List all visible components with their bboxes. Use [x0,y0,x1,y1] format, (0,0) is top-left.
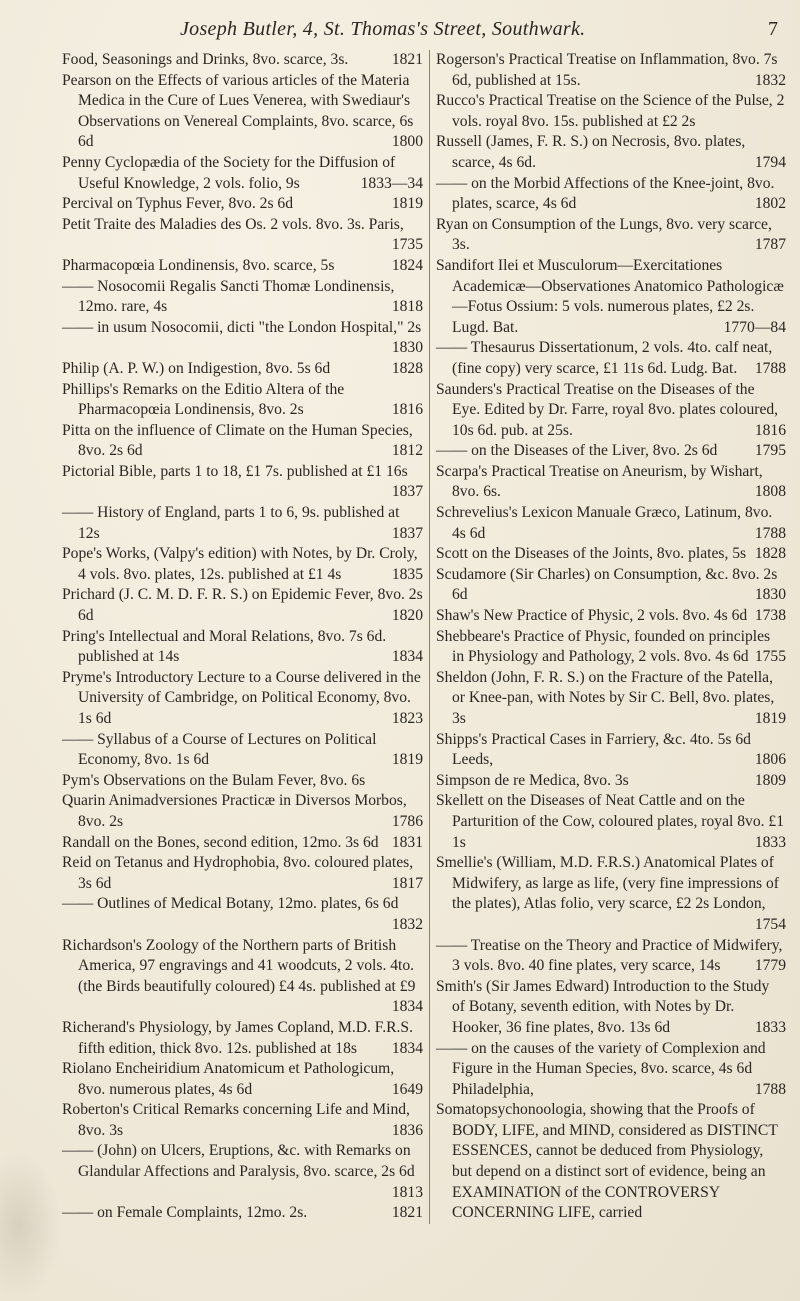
entry-date: 1824 [391,256,423,274]
entry-text: Reid on Tetanus and Hydrophobia, 8vo. coloured plates, 3s 6d [62,854,414,892]
entry-text: Ryan on Consumption of the Lungs, 8vo. very scarce, 3s. [436,215,772,254]
page-stain [0,1150,62,1301]
catalogue-entry [436,606,786,627]
entry-text: Scarpa's Practical Treatise on Aneurism, by Wishart, 8vo. 6s. [436,462,763,501]
entry-text: Pope's Works, (Valpy's edition) with Notes, by Dr. Croly, 4 vols. 8vo. plates, 12s. published at £1 4s [62,545,418,583]
catalogue-columns [62,50,786,1224]
entry-text: Percival on Typhus Fever, 8vo. 2s 6d [62,195,294,213]
entry-date: 1788 [754,524,786,542]
catalogue-entry [62,380,423,421]
entry-text: —— (John) on Ulcers, Eruptions, &c. with Remarks on Glandular Affections and Paralysis, 8vo. scarce, 2s 6d [62,1142,415,1181]
entry-text: Somatopsychonoologia, showing that the Proofs of BODY, LIFE, and MIND, considered as DISTINCT ESSENCES, cannot be deduced from Physiology, but depend on a distinct sort of evidence, being an EXAMINATION of the CONTROVERSY CONCERNING LIFE, carried [436,1101,778,1222]
entry-date: 1770—84 [723,318,786,336]
catalogue-entry [436,791,786,853]
entry-date: 1649 [391,1080,423,1098]
entry-text: —— Nosocomii Regalis Sancti Thomæ Londinensis, 12mo. rare, 4s [62,277,395,316]
entry-date: 1833 [754,833,786,851]
catalogue-entry [62,503,423,544]
entry-text: Randall on the Bones, second edition, 12mo. 3s 6d [62,833,379,851]
entry-date: 1830 [391,339,423,357]
entry-text: Pym's Observations on the Bulam Fever, 8vo. 6s [62,771,366,789]
entry-text: —— Outlines of Medical Botany, 12mo. plates, 6s 6d [62,895,399,913]
entry-text: Saunders's Practical Treatise on the Diseases of the Eye. Edited by Dr. Farre, royal 8vo. plates coloured, 10s 6d. pub. at 25s. [436,380,779,439]
catalogue-entry [436,380,786,442]
catalogue-entry [62,1059,423,1100]
entry-date: 1802 [754,195,786,213]
catalogue-entry [62,833,423,854]
catalogue-entry [62,1141,423,1203]
catalogue-entry [62,894,423,935]
catalogue-entry [436,977,786,1039]
catalogue-entry [436,91,786,132]
catalogue-entry [62,936,423,1018]
entry-date: 1794 [754,153,786,171]
entry-date: 1754 [754,915,786,933]
catalogue-entry [62,71,423,153]
entry-date: 1836 [391,1121,423,1139]
catalogue-entry [436,503,786,544]
page-number: 7 [768,18,778,40]
catalogue-entry [62,771,423,792]
right-column [430,50,786,1224]
catalogue-entry [62,791,423,832]
entry-date: 1820 [391,607,423,625]
entry-date: 1808 [754,483,786,501]
catalogue-entry [62,318,423,359]
entry-date: 1819 [391,751,423,769]
catalogue-entry [62,544,423,585]
entry-text: Pring's Intellectual and Moral Relations, 8vo. 7s 6d. published at 14s [62,627,387,666]
entry-text: —— Thesaurus Dissertationum, 2 vols. 4to. calf neat, (fine copy) very scarce, £1 11s 6d. Ludg. Bat. [436,339,773,377]
entry-date: 1787 [754,236,786,254]
entry-text: Scott on the Diseases of the Joints, 8vo. plates, 5s [436,545,747,563]
entry-date: 1755 [754,648,786,666]
entry-date: 1738 [754,607,786,625]
entry-text: Petit Traite des Maladies des Os. 2 vols. 8vo. 3s. Paris, [62,215,404,233]
entry-text: Sheldon (John, F. R. S.) on the Fracture of the Patella, or Knee-pan, with Notes by Sir C. Bell, 8vo. plates, 3s [436,668,775,727]
catalogue-entry [436,338,786,379]
catalogue-entry [436,50,786,91]
entry-text: Pitta on the influence of Climate on the Human Species, 8vo. 2s 6d [62,421,413,460]
entry-date: 1819 [391,195,423,213]
entry-date: 1821 [391,51,423,68]
entry-text: Rogerson's Practical Treatise on Inflammation, 8vo. 7s 6d, published at 15s. [436,51,778,89]
entry-date: 1779 [754,957,786,975]
catalogue-entry [436,256,786,338]
entry-text: —— History of England, parts 1 to 6, 9s. published at 12s [62,504,400,542]
entry-text: Smith's (Sir James Edward) Introduction to the Study of Botany, seventh edition, with Notes by Dr. Hooker, 36 fine plates, 8vo. 13s 6d [436,977,770,1036]
catalogue-entry [436,565,786,606]
catalogue-entry [436,132,786,173]
entry-text: Philip (A. P. W.) on Indigestion, 8vo. 5s 6d [62,359,331,377]
catalogue-entry [436,544,786,565]
entry-date: 1833 [754,1018,786,1036]
entry-text: Roberton's Critical Remarks concerning Life and Mind, 8vo. 3s [62,1101,410,1139]
running-title: Joseph Butler, 4, St. Thomas's Street, Southwark. [180,18,586,40]
entry-text: Sandifort Ilei et Musculorum—Exercitationes Academicæ—Observationes Anatomico Pathologicæ—Fotus Ossium: 5 vols. numerous plates, £2 2s. Lugd. Bat. [436,256,784,336]
entry-date: 1806 [754,751,786,769]
entry-text: —— on Female Complaints, 12mo. 2s. [62,1204,308,1222]
entry-date: 1788 [754,359,786,377]
catalogue-entry [436,730,786,771]
catalogue-entry [436,668,786,730]
entry-text: Phillips's Remarks on the Editio Altera of the Pharmacopœia Londinensis, 8vo. 2s [62,380,345,419]
entry-text: —— Treatise on the Theory and Practice of Midwifery, 3 vols. 8vo. 40 fine plates, very scarce, 14s [436,936,783,975]
catalogue-entry [436,215,786,256]
entry-date: 1831 [391,833,423,851]
entry-text: Pryme's Introductory Lecture to a Course delivered in the University of Cambridge, on Political Economy, 8vo. 1s 6d [62,668,421,727]
running-head [62,18,786,48]
catalogue-entry [436,853,786,935]
entry-text: Shipps's Practical Cases in Farriery, &c. 4to. 5s 6d Leeds, [436,730,751,769]
catalogue-entry [62,730,423,771]
entry-text: Russell (James, F. R. S.) on Necrosis, 8vo. plates, scarce, 4s 6d. [436,133,746,171]
entry-text: Richerand's Physiology, by James Copland, M.D. F.R.S. fifth edition, thick 8vo. 12s. published at 18s [62,1018,413,1057]
entry-text: Pictorial Bible, parts 1 to 18, £1 7s. published at £1 16s [62,462,408,480]
entry-text: —— on the causes of the variety of Complexion and Figure in the Human Species, 8vo. scarce, 4s 6d Philadelphia, [436,1039,766,1098]
entry-date: 1834 [391,998,423,1016]
entry-text: Pharmacopœia Londinensis, 8vo. scarce, 5s [62,256,335,274]
entry-text: Pearson on the Effects of various articles of the Materia Medica in the Cure of Lues Venerea, with Swediaur's Observations on Venereal Complaints, 8vo. scarce, 6s 6d [62,71,414,151]
catalogue-entry [62,1018,423,1059]
entry-date: 1816 [391,401,423,419]
entry-date: 1735 [391,236,423,254]
entry-date: 1813 [391,1183,423,1201]
entry-date: 1819 [754,710,786,727]
entry-text: Food, Seasonings and Drinks, 8vo. scarce, 3s. [62,51,349,68]
entry-date: 1837 [391,524,423,542]
catalogue-entry [62,421,423,462]
catalogue-entry [62,1100,423,1141]
catalogue-entry [62,359,423,380]
catalogue-entry [62,194,423,215]
entry-text: Richardson's Zoology of the Northern parts of British America, 97 engravings and 41 woodcuts, 2 vols. 4to. (the Birds beautifully coloured) £4 4s. published at £9 [62,936,416,995]
entry-text: Scudamore (Sir Charles) on Consumption, &c. 8vo. 2s 6d [436,565,778,604]
entry-date: 1821 [391,1204,423,1222]
entry-date: 1812 [391,442,423,460]
entry-text: Prichard (J. C. M. D. F. R. S.) on Epidemic Fever, 8vo. 2s 6d [62,586,423,625]
entry-date: 1818 [391,298,423,316]
catalogue-entry [436,462,786,503]
catalogue-entry [436,174,786,215]
catalogue-entry [62,153,423,194]
entry-text: Quarin Animadversiones Practicæ in Diversos Morbos, 8vo. 2s [62,792,407,830]
entry-text: Riolano Encheiridium Anatomicum et Pathologicum, 8vo. numerous plates, 4s 6d [62,1060,395,1098]
entry-text: Rucco's Practical Treatise on the Science of the Pulse, 2 vols. royal 8vo. 15s. published at £2 2s [436,92,785,130]
entry-text: Penny Cyclopædia of the Society for the Diffusion of Useful Knowledge, 2 vols. folio, 9s [62,153,396,192]
catalogue-entry [62,215,423,256]
catalogue-entry [62,50,423,71]
entry-date: 1817 [391,874,423,892]
entry-date: 1816 [754,421,786,439]
catalogue-entry [436,627,786,668]
entry-text: —— on the Diseases of the Liver, 8vo. 2s 6d [436,442,718,460]
entry-date: 1837 [391,483,423,501]
entry-text: Schrevelius's Lexicon Manuale Græco, Latinum, 8vo. 4s 6d [436,504,773,542]
catalogue-entry [62,256,423,277]
entry-date: 1795 [754,442,786,460]
catalogue-entry [62,853,423,894]
entry-date: 1834 [391,648,423,666]
entry-date: 1823 [391,710,423,727]
catalogue-entry [62,462,423,503]
entry-date: 1833—34 [360,174,423,192]
catalogue-entry [62,585,423,626]
entry-date: 1800 [391,133,423,151]
catalogue-entry [62,668,423,730]
catalogue-entry [436,771,786,792]
catalogue-entry [436,936,786,977]
catalogue-entry [62,1203,423,1224]
entry-text: Shebbeare's Practice of Physic, founded on principles in Physiology and Pathology, 2 vols. 8vo. 4s 6d [436,627,771,666]
entry-date: 1828 [754,545,786,563]
entry-date: 1809 [754,771,786,789]
entry-text: Shaw's New Practice of Physic, 2 vols. 8vo. 4s 6d [436,607,748,625]
catalogue-entry [62,277,423,318]
catalogue-entry [436,441,786,462]
entry-date: 1832 [391,915,423,933]
catalogue-entry [62,627,423,668]
entry-date: 1788 [754,1080,786,1098]
entry-date: 1786 [391,812,423,830]
entry-text: Skellett on the Diseases of Neat Cattle and on the Parturition of the Cow, coloured plates, royal 8vo. £1 1s [436,792,785,851]
entry-date: 1828 [391,359,423,377]
entry-text: —— in usum Nosocomii, dicti "the London Hospital," 2s [62,318,422,336]
entry-text: Simpson de re Medica, 8vo. 3s [436,771,629,789]
entry-date: 1834 [391,1039,423,1057]
left-column [62,50,430,1224]
entry-date: 1830 [754,586,786,604]
catalogue-entry [436,1100,786,1224]
entry-date: 1832 [754,71,786,89]
entry-date: 1835 [391,565,423,583]
entry-text: Smellie's (William, M.D. F.R.S.) Anatomical Plates of Midwifery, as large as life, (very fine impressions of the plates), Atlas folio, very scarce, £2 2s London, [436,854,779,913]
entry-text: —— Syllabus of a Course of Lectures on Political Economy, 8vo. 1s 6d [62,730,377,769]
catalogue-entry [436,1039,786,1101]
entry-text: —— on the Morbid Affections of the Knee-joint, 8vo. plates, scarce, 4s 6d [436,174,775,213]
